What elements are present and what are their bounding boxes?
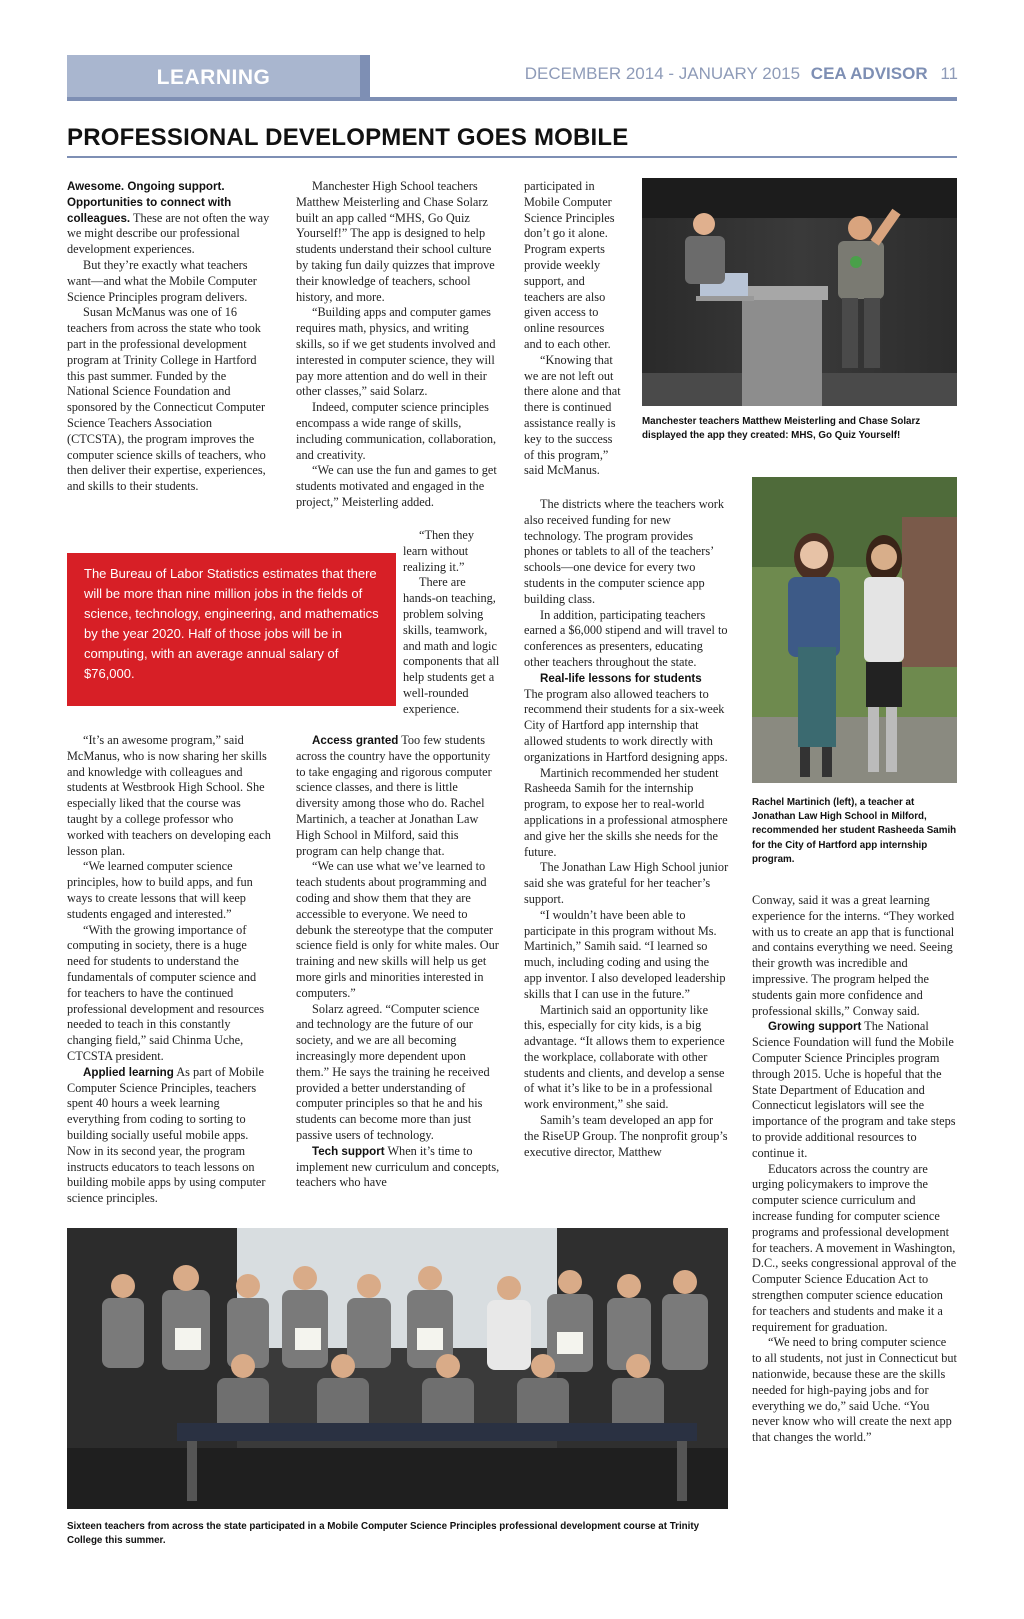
headline: PROFESSIONAL DEVELOPMENT GOES MOBILE — [67, 124, 629, 151]
caption-teacher-student: Rachel Martinich (left), a teacher at Jonathan Law High School in Milford, recommended her student Rasheeda Samih for the City of Hartford app internship program. — [752, 797, 957, 865]
paragraph: In addition, participating teachers earned a $6,000 stipend and will travel to conferences as presenters, educating other teachers throughout the state. — [524, 607, 728, 669]
header-rule-left — [67, 97, 370, 101]
section-tab-face — [67, 55, 360, 100]
presenters-illustration — [642, 178, 957, 406]
column-1-top — [67, 179, 271, 495]
paragraph: Martinich said an opportunity like this, especially for city kids, is a big advantage. “It allows them to experience the workplace, collaborate with other students and clients, and develop a sense of what it’s like to be in a professional work environment,” she said. — [524, 1002, 725, 1112]
paragraph — [67, 179, 271, 258]
photo-presenters — [642, 178, 957, 406]
paragraph: The Jonathan Law High School junior said she was grateful for her teacher’s support. — [524, 860, 729, 906]
paragraph: “With the growing importance of computing in society, there is a huge need for students to understand the fundamentals of computer science and for teachers to have the continued professional development and resources needed to teach in this constantly changing field,” said Chinma Uche, CTCSTA president. — [67, 922, 265, 1063]
paragraph-text: Too few students across the country have the opportunity to take engaging and rigorous computer science classes, and there is little diversity among those who do. Rachel Martinich, a teacher at Jonathan Law High School in Milford, said this program can help change that. — [296, 733, 492, 858]
paragraph: “I wouldn’t have been able to participate in this program without Ms. Martinich,” Samih said. “I learned so much, including coding and using the app inventor. I also developed leadership skills that I can use in the future.” — [524, 907, 726, 1001]
paragraph — [752, 1019, 957, 1161]
paragraph-text: The National Science Foundation will fund the Mobile Computer Science Principles program through 2015. Uche is hopeful that the State Department of Education and Connecticut legislators will see the importance of the program and take steps to provide additional resources to continue it. — [752, 1019, 956, 1160]
paragraph-text: As part of Mobile Computer Science Principles, teachers spent 40 hours a week learning everything from coding to sorting to building socially useful mobile apps. Now in its second year, the program instructs educators to teach lessons on building mobile apps by using computer science principles. — [67, 1064, 266, 1206]
callout-box: The Bureau of Labor Statistics estimates that there will be more than nine million jobs in the fields of science, technology, engineering, and mathematics by the year 2020. Half of those jobs will be in computing, with an average annual salary of $76,000. — [67, 553, 396, 706]
group-illustration — [67, 1228, 728, 1509]
subhead-line — [524, 671, 729, 687]
section-tab — [67, 55, 370, 100]
photo-teacher-student — [752, 477, 957, 783]
paragraph: “Building apps and computer games requires math, physics, and writing skills, so if we get students involved and interested in computer science, they will pay more attention and do well in their other classes,” said Solarz. — [296, 305, 496, 399]
paragraph: Martinich recommended her student Rasheeda Samih for the internship program, to expose her to real-world applications in a professional atmosphere and give her the skills she needs for the future. — [524, 765, 728, 859]
column-3-wide — [524, 497, 729, 1160]
paragraph-text: When it’s time to implement new curriculum and concepts, teachers who have — [296, 1143, 500, 1190]
column-3-narrow — [524, 179, 624, 479]
paragraph: participated in Mobile Computer Science Principles don’t go it alone. Program experts provide weekly support, and teachers are also given access to online resources and to each other. — [524, 179, 615, 351]
lead-in: Awesome. Ongoing support. Opportunities to connect with colleagues. — [67, 180, 232, 225]
paragraph: “We need to bring computer science to all students, not just in Connecticut but nationwide, because these are the skills needed for high-paying jobs and for everything we do,” said Uche. “You never know who will create the next app that changes the world.” — [752, 1335, 957, 1445]
subhead: Tech support — [312, 1144, 385, 1158]
column-2-bottom — [296, 733, 500, 1191]
paragraph: “We can use the fun and games to get students motivated and engaged in the project,” Meisterling added. — [296, 463, 497, 509]
paragraph — [67, 1065, 271, 1207]
issue-date: DECEMBER 2014 - JANUARY 2015 — [524, 64, 801, 83]
paragraph — [296, 733, 500, 859]
issue-line — [525, 64, 958, 84]
page-number: 11 — [940, 64, 958, 83]
paragraph: “We learned computer science principles, how to build apps, and fun ways to create lessons that will keep students engaged and interested.” — [67, 859, 253, 921]
column-2-narrow — [403, 528, 500, 718]
photo-group — [67, 1228, 728, 1509]
headline-rule — [67, 156, 957, 158]
paragraph: Educators across the country are urging policymakers to improve the computer science curriculum and increase funding for computer science programs and professional development for teachers. A movement in Washington, D.C., seeks congressional approval of the Computer Science Education Act to strengthen computer science education for teachers and students and make it a requirement for graduation. — [752, 1161, 957, 1334]
paragraph — [296, 1144, 500, 1191]
caption-presenters: Manchester teachers Matthew Meisterling and Chase Solarz displayed the app they created: MHS, Go Quiz Yourself! — [642, 416, 921, 442]
subhead: Real-life lessons for students — [540, 671, 702, 685]
paragraph: But they’re exactly what teachers want—and what the Mobile Computer Science Principles program delivers. — [67, 257, 257, 304]
paragraph: “We can use what we’ve learned to teach students about programming and coding and show them that they are accessible to everyone. We need to debunk the stereotype that the computer science field is only for white males. Our training and new skills will help us get more girls and minorities interested in computers.” — [296, 859, 499, 1000]
subhead: Applied learning — [83, 1065, 174, 1079]
teacher-student-illustration — [752, 477, 957, 783]
paragraph: There are hands-on teaching, problem solving skills, teamwork, and math and logic components that all help students get a well-rounded experience. — [403, 575, 500, 716]
paragraph: Indeed, computer science principles encompass a wide range of skills, including communication, collaboration, and creativity. — [296, 400, 497, 462]
paragraph: Conway, said it was a great learning experience for the interns. “They worked with us to create an app that is functional and contains everything we need. Seeing their growth was incredible and impressive. The program helped the students gain more confidence and professional skills,” Conway said. — [752, 893, 955, 1018]
column-2-top — [296, 179, 500, 511]
caption-group: Sixteen teachers from across the state participated in a Mobile Computer Science Principles professional development course at Trinity College this summer. — [67, 1521, 700, 1547]
column-4 — [752, 893, 957, 1446]
publication-name: CEA ADVISOR — [810, 64, 928, 83]
paragraph-text: These are not often the way we might describe our professional development experiences. — [67, 210, 270, 257]
subhead: Access granted — [312, 734, 399, 747]
header-rule — [370, 97, 957, 101]
column-1-bottom — [67, 733, 271, 1207]
paragraph: The districts where the teachers work also received funding for new technology. The program provides phones or tablets to all of the teachers’ schools—one device for every two students in the computer science app building class. — [524, 497, 725, 606]
paragraph: Susan McManus was one of 16 teachers from across the state who took part in the professional development program at Trinity College in Hartford this past summer. Funded by the National Science Foundation and sponsored by the Connecticut Computer Science Teachers Association (CTCSTA), the program improves the computer science skills of teachers, who then deliver their expertise, experiences, and skills to their students. — [67, 305, 266, 494]
paragraph: “It’s an awesome program,” said McManus, who is now sharing her skills and knowledge with colleagues and students at Westbrook High School. She especially liked that the course was taught by a college professor who worked with teachers on developing each lesson plan. — [67, 733, 271, 858]
subhead: Growing support — [768, 1020, 862, 1034]
paragraph: Solarz agreed. “Computer science and technology are the future of our society, and we are all becoming increasingly more dependent upon them.” He says the training he received provided a better understanding of computer principles so that he and his students can become more than just passive users of technology. — [296, 1001, 490, 1142]
paragraph: “Then they learn without realizing it.” — [403, 528, 474, 574]
paragraph: “Knowing that we are not left out there alone and that there is continued assistance really is key to the success of this program,” said McManus. — [524, 352, 621, 478]
section-label: LEARNING — [156, 66, 271, 89]
paragraph: Manchester High School teachers Matthew Meisterling and Chase Solarz built an app called “MHS, Go Quiz Yourself!” The app is designed to help students understand their school culture by taking fun daily quizzes that improve their knowledge of teachers, school history, and more. — [296, 179, 495, 304]
paragraph: Samih’s team developed an app for the RiseUP Group. The nonprofit group’s executive director, Matthew — [524, 1113, 728, 1159]
paragraph: The program also allowed teachers to recommend their students for a six-week City of Hartford app internship that allowed students to work directly with organizations in Hartford designing apps. — [524, 686, 728, 764]
